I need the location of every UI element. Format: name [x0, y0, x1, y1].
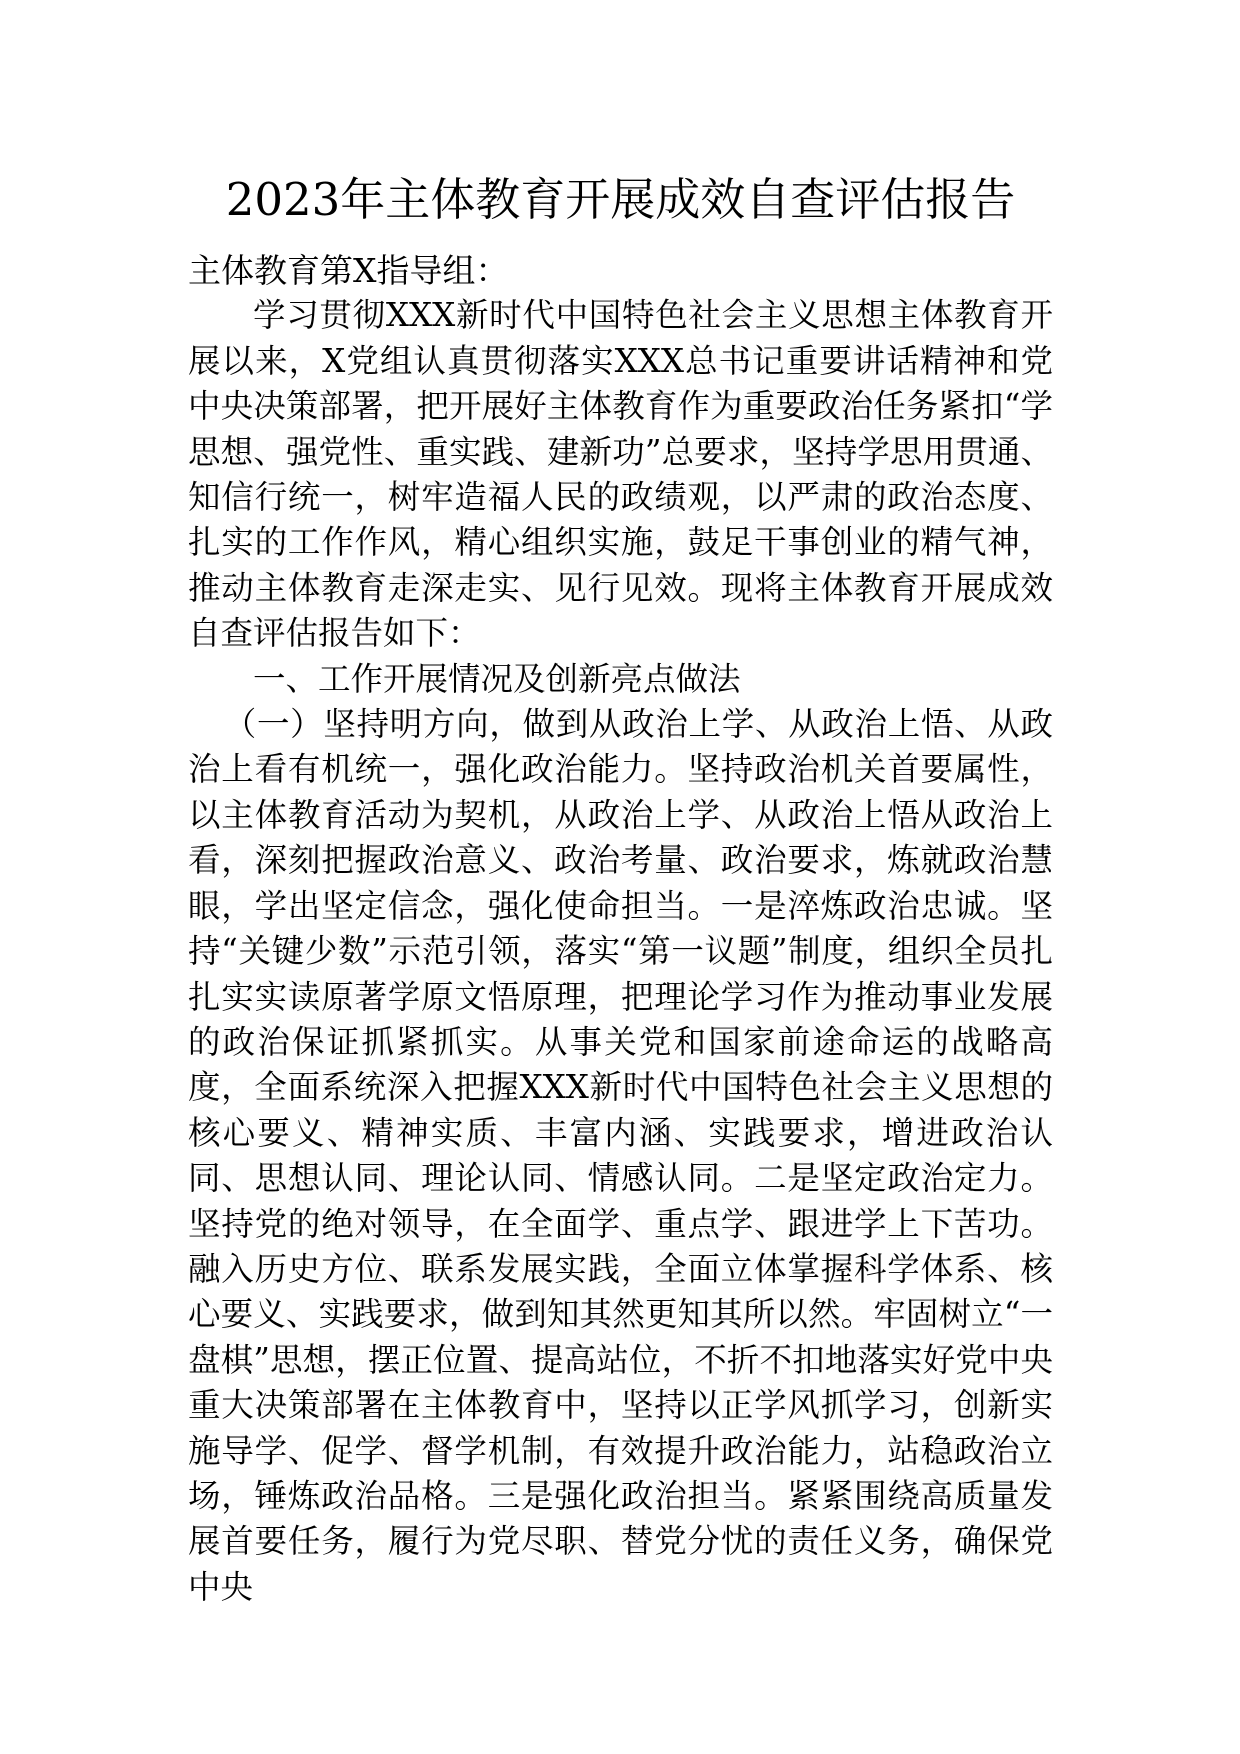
- intro-paragraph: 学习贯彻XXX新时代中国特色社会主义思想主体教育开展以来，X党组认真贯彻落实XXX总书记重要讲话精神和党中央决策部署，把开展好主体教育作为重要政治任务紧扣“学思想、强党性、重实践、建新功”总要求，坚持学思用贯通、知信行统一，树牢造福人民的政绩观，以严肃的政治态度、扎实的工作作风，精心组织实施，鼓足干事创业的精气神，推动主体教育走深走实、见行见效。现将主体教育开展成效自查评估报告如下：: [188, 296, 1053, 653]
- section-heading: 一、工作开展情况及创新亮点做法: [253, 659, 741, 698]
- document-title: 2023年主体教育开展成效自查评估报告: [225, 173, 1016, 226]
- section-paragraph: （一）坚持明方向，做到从政治上学、从政治上悟、从政治上看有机统一，强化政治能力。坚持政治机关首要属性，以主体教育活动为契机，从政治上学、从政治上悟从政治上看，深刻把握政治意义、政治考量、政治要求，炼就政治慧眼，学出坚定信念，强化使命担当。一是淬炼政治忠诚。坚持“关键少数”示范引领，落实“第一议题”制度，组织全员扎扎实实读原著学原文悟原理，把理论学习作为推动事业发展的政治保证抓紧抓实。从事关党和国家前途命运的战略高度，全面系统深入把握XXX新时代中国特色社会主义思想的核心要义、精神实质、丰富内涵、实践要求，增进政治认同、思想认同、理论认同、情感认同。二是坚定政治定力。坚持党的绝对领导，在全面学、重点学、跟进学上下苦功。融入历史方位、联系发展实践，全面立体掌握科学体系、核心要义、实践要求，做到知其然更知其所以然。牢固树立“一盘棋”思想，摆正位置、提高站位，不折不扣地落实好党中央重大决策部署在主体教育中，坚持以正学风抓学习，创新实施导学、促学、督学机制，有效提升政治能力，站稳政治立场，锤炼政治品格。三是强化政治担当。紧紧围绕高质量发展首要任务，履行为党尽职、替党分忧的责任义务，确保党中央: [188, 705, 1053, 1606]
- salutation: 主体教育第X指导组：: [188, 251, 509, 290]
- document-page: [188, 170, 1053, 1610]
